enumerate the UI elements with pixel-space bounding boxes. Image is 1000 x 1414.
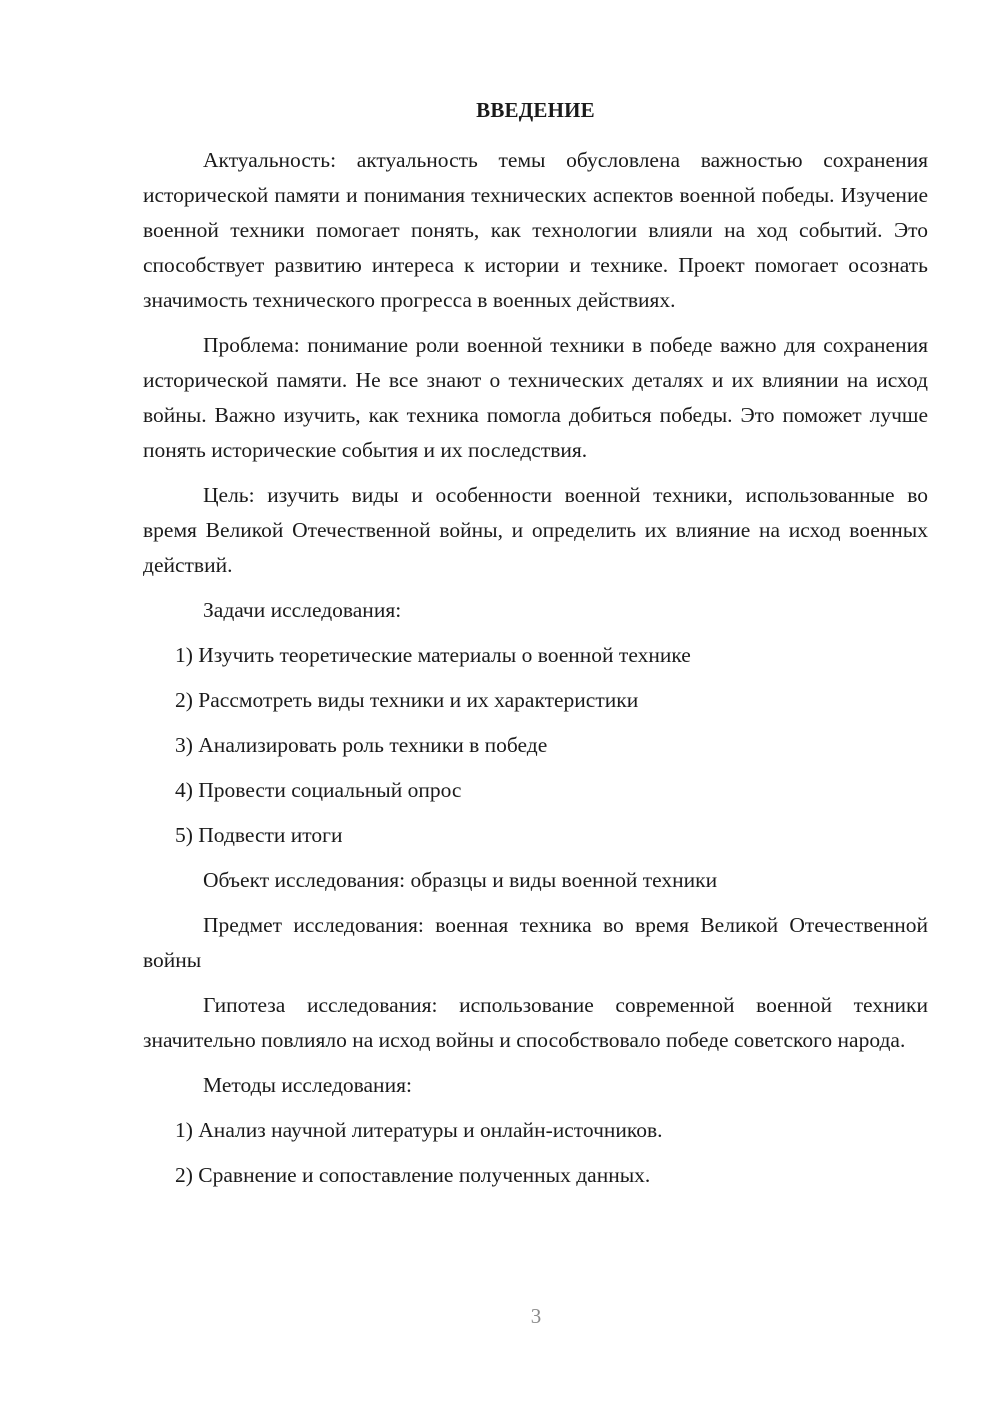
method-item: 2) Сравнение и сопоставление полученных данных. bbox=[175, 1163, 651, 1187]
task-item: 3) Анализировать роль техники в победе bbox=[175, 733, 548, 757]
hypothesis-paragraph: Гипотеза исследования: использование современной военной техники значительно повлияло на исход войны и способствовало победе советского народа. bbox=[143, 993, 928, 1052]
section-title: ВВЕДЕНИЕ bbox=[476, 98, 595, 122]
tasks-heading: Задачи исследования: bbox=[203, 598, 402, 622]
page-number: 3 bbox=[530, 1304, 542, 1328]
task-item: 5) Подвести итоги bbox=[175, 823, 343, 847]
tasks-list bbox=[143, 638, 928, 853]
method-item: 1) Анализ научной литературы и онлайн-источников. bbox=[175, 1118, 663, 1142]
subject-paragraph: Предмет исследования: военная техника во время Великой Отечественной войны bbox=[143, 913, 928, 972]
object-paragraph: Объект исследования: образцы и виды военной техники bbox=[203, 868, 718, 892]
methods-heading: Методы исследования: bbox=[203, 1073, 412, 1097]
task-item: 2) Рассмотреть виды техники и их характеристики bbox=[175, 688, 639, 712]
task-item: 1) Изучить теоретические материалы о военной технике bbox=[175, 643, 691, 667]
methods-list bbox=[143, 1113, 928, 1193]
document-page bbox=[143, 94, 928, 1203]
task-item: 4) Провести социальный опрос bbox=[175, 778, 462, 802]
relevance-paragraph: Актуальность: актуальность темы обусловлена важностью сохранения исторической памяти и понимания технических аспектов военной победы. Изучение военной техники помогает понять, как технологии влияли на ход событий. Это способствует развитию интереса к истории и технике. Проект помогает осознать значимость технического прогресса в военных действиях. bbox=[143, 148, 928, 312]
problem-paragraph: Проблема: понимание роли военной техники в победе важно для сохранения исторической памяти. Не все знают о технических деталях и их влиянии на исход войны. Важно изучить, как техника помогла добиться победы. Это поможет лучше понять исторические события и их последствия. bbox=[143, 333, 928, 462]
goal-paragraph: Цель: изучить виды и особенности военной техники, использованные во время Великой Отечественной войны, и определить их влияние на исход военных действий. bbox=[143, 483, 928, 577]
